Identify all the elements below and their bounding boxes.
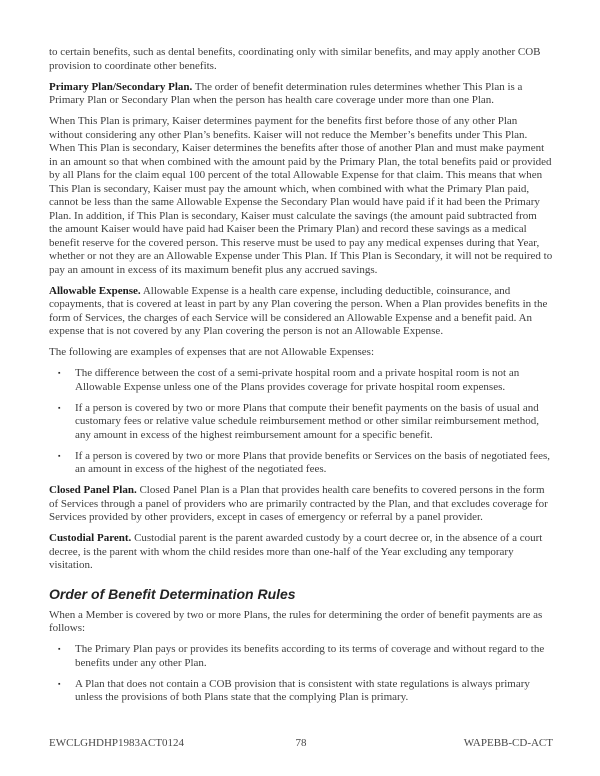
not-allowable-list — [49, 367, 553, 477]
footer-plan-code: WAPEBB-CD-ACT — [463, 737, 553, 749]
term-lead-allowable-expense: Allowable Expense. — [49, 284, 141, 297]
paragraph-not-allowable-intro: The following are examples of expenses that are not Allowable Expenses: — [49, 346, 375, 358]
list-item-text: If a person is covered by two or more Plans that compute their benefit payments on the basis of usual and customary fees or relative value schedule reimbursement method or other similar reimbursement method, any amount in excess of the highest reimbursement amount for a specific benefit. — [75, 401, 539, 441]
term-text-allowable-expense: Allowable Expense is a health care expense, including deductible, coinsurance, and copayments, that is covered at least in part by any Plan covering the person. When a Plan provides benefits in the form of Services, the charges of each Service will be considered an Allowable Expense and a benefit paid. An expense that is not covered by any Plan covering the person is not an Allowable Expense. — [49, 284, 548, 337]
list-item — [49, 643, 553, 670]
term-text-closed-panel-plan: Closed Panel Plan is a Plan that provides health care benefits to covered persons in the form of Services through a panel of providers who are primarily contracted by the Plan, and that excludes coverage for Services provided by other providers, except in cases of emergency or referral by a panel provider. — [49, 484, 548, 523]
list-item — [49, 367, 553, 394]
page-footer — [49, 737, 553, 751]
term-lead-custodial-parent: Custodial Parent. — [49, 532, 132, 544]
list-item — [49, 402, 553, 443]
list-item-text: If a person is covered by two or more Plans that provide benefits or Services on the basis of negotiated fees, an amount in excess of the highest of the negotiated fees. — [75, 449, 551, 475]
term-lead-primary-secondary-plan: Primary Plan/Secondary Plan. — [49, 80, 193, 93]
list-item-text: The difference between the cost of a semi-private hospital room and a private hospital room is not an Allowable Expense unless one of the Plans provides coverage for private hospital room expenses. — [75, 367, 520, 393]
term-text-primary-secondary-plan: The order of benefit determination rules determines whether This Plan is a Primary Plan or Secondary Plan when the person has health care coverage under more than one Plan. — [49, 80, 523, 106]
paragraph-cob-continuation: to certain benefits, such as dental benefits, coordinating only with similar benefits, and may apply another COB provision to coordinate other benefits. — [49, 46, 541, 72]
square-bullet-icon: ▪ — [58, 369, 61, 377]
term-lead-closed-panel-plan: Closed Panel Plan. — [49, 484, 137, 496]
list-item — [49, 678, 553, 705]
paragraph-primary-secondary-plan — [49, 81, 553, 108]
term-text-custodial-parent: Custodial parent is the parent awarded custody by a court decree or, in the absence of a court decree, is the parent with whom the child resides more than one-half of the Year excluding any temporary visitation. — [49, 532, 543, 571]
square-bullet-icon: ▪ — [58, 679, 61, 688]
square-bullet-icon: ▪ — [58, 451, 61, 460]
list-item-text: A Plan that does not contain a COB provision that is consistent with state regulations is always primary unless the provisions of both Plans state that the complying Plan is primary. — [75, 677, 530, 703]
paragraph-custodial-parent — [49, 532, 553, 573]
paragraph-allowable-expense — [49, 285, 553, 339]
footer-document-code: EWCLGHDHP1983ACT0124 — [49, 737, 185, 749]
paragraph-when-primary: When This Plan is primary, Kaiser determines payment for the benefits first before those of any other Plan without considering any other Plan’s benefits. Kaiser will not reduce the Member’s benefits under This Plan. When This Plan is secondary, Kaiser determines the benefits after those of another Plan and must make payment in an amount so that when combined with the amount paid by the Primary Plan, the total benefits paid or provided by all Plans for the claim equal 100 percent of the total Allowable Expense for that claim. This means that when This Plan is secondary, Kaiser must pay the amount which, when combined with what the Primary Plan paid, cannot be less than the same Allowable Expense the Secondary Plan would have paid if it had been the Primary Plan. In addition, if This Plan is secondary, Kaiser must calculate the savings (the amount paid subtracted from the amount Kaiser would have paid had Kaiser been the Primary Plan) and record these savings as a medical benefit reserve for the covered person. This reserve must be used to pay any medical expenses during that Year, whether or not they are an Allowable Expense under This Plan. If This Plan is Secondary, it will not be required to pay an amount in excess of its maximum benefit plus any accrued savings. — [49, 115, 553, 276]
paragraph-order-intro: When a Member is covered by two or more Plans, the rules for determining the order of benefit payments are as follows: — [49, 608, 543, 634]
list-item-text: The Primary Plan pays or provides its benefits according to its terms of coverage and without regard to the benefits under any other Plan. — [75, 643, 545, 669]
square-bullet-icon: ▪ — [58, 645, 61, 653]
square-bullet-icon: ▪ — [58, 403, 61, 412]
section-heading-order-of-benefit-determination-rules: Order of Benefit Determination Rules — [49, 585, 296, 602]
paragraph-closed-panel-plan — [49, 484, 553, 525]
order-rules-list — [49, 643, 553, 705]
footer-page-number: 78 — [295, 737, 307, 749]
list-item — [49, 450, 553, 477]
